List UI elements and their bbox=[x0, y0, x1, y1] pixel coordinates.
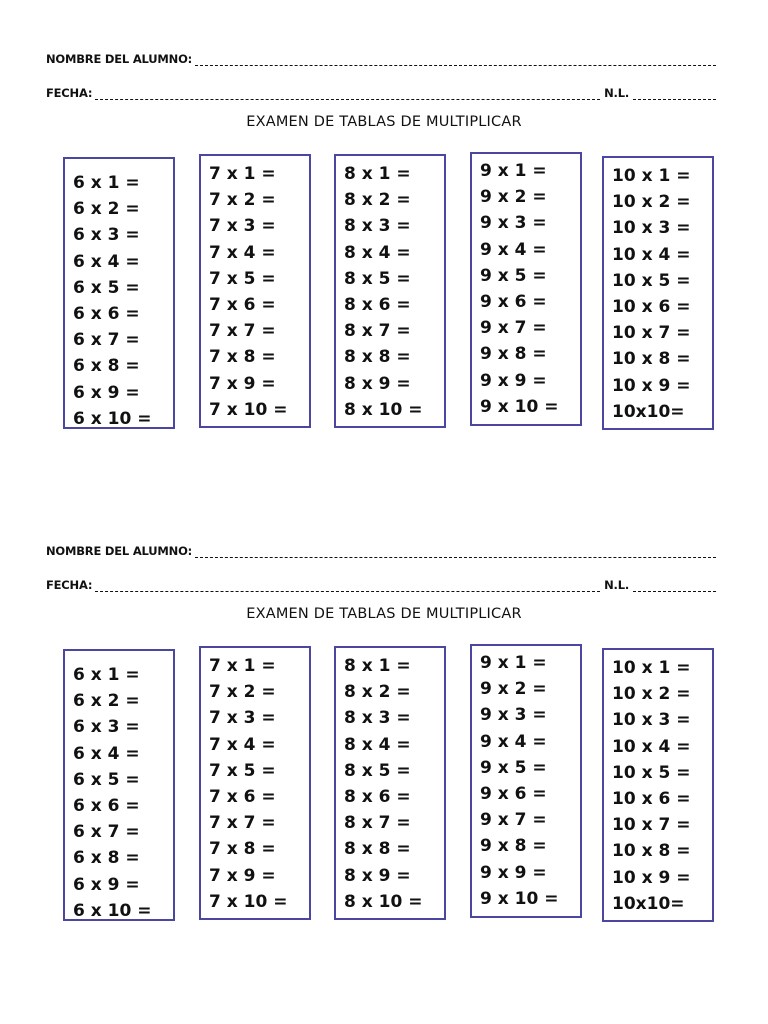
multiplication-equation[interactable] bbox=[209, 866, 276, 886]
equation-text: 10 x 6 = bbox=[612, 789, 691, 809]
multiplication-equation[interactable] bbox=[344, 866, 411, 886]
multiplication-equation[interactable] bbox=[344, 347, 411, 367]
equation-text: 8 x 6 = bbox=[344, 787, 411, 807]
multiplication-equation[interactable] bbox=[344, 787, 411, 807]
equation-text: 7 x 4 = bbox=[209, 242, 276, 263]
equation-text: 6 x 9 = bbox=[73, 382, 140, 403]
equation-text: 7 x 7 = bbox=[209, 813, 276, 834]
multiplication-equation[interactable] bbox=[612, 763, 690, 783]
equation-text: 8 x 3 = bbox=[344, 216, 411, 237]
equation-text: 8 x 10 = bbox=[344, 399, 423, 420]
multiplication-table-box bbox=[63, 649, 175, 921]
multiplication-equation[interactable] bbox=[73, 848, 140, 868]
multiplication-equation[interactable] bbox=[344, 269, 411, 289]
equation-text: 9 x 10 = bbox=[480, 888, 559, 909]
multiplication-equation[interactable] bbox=[73, 691, 140, 711]
date-label: FECHA: bbox=[46, 578, 93, 592]
multiplication-equation[interactable] bbox=[480, 318, 547, 338]
equation-text: 8 x 2 = bbox=[344, 190, 411, 211]
equation-text: 9 x 4 = bbox=[480, 731, 547, 752]
equation-text: 9 x 5 = bbox=[480, 265, 547, 286]
multiplication-equation[interactable] bbox=[344, 813, 411, 833]
multiplication-equation[interactable] bbox=[209, 321, 276, 341]
multiplication-equation[interactable] bbox=[480, 889, 558, 909]
equation-text: 6 x 2 = bbox=[73, 199, 140, 220]
multiplication-equation[interactable] bbox=[209, 787, 276, 807]
multiplication-equation[interactable] bbox=[73, 875, 140, 895]
multiplication-equation[interactable] bbox=[612, 218, 690, 238]
multiplication-equation[interactable] bbox=[209, 839, 276, 859]
equation-text: 9 x 9 = bbox=[480, 370, 547, 391]
multiplication-equation[interactable] bbox=[344, 892, 422, 912]
multiplication-equation[interactable] bbox=[612, 868, 690, 888]
equation-text: 7 x 8 = bbox=[209, 347, 276, 368]
multiplication-table-box bbox=[470, 644, 582, 918]
equation-text: 9 x 6 = bbox=[480, 292, 547, 312]
multiplication-equation[interactable] bbox=[209, 164, 276, 184]
equation-text: 9 x 7 = bbox=[480, 318, 547, 339]
student-name-row bbox=[46, 542, 716, 558]
equation-text: 7 x 1 = bbox=[209, 164, 276, 184]
multiplication-equation[interactable] bbox=[73, 822, 140, 842]
equation-text: 7 x 10 = bbox=[209, 399, 288, 420]
equation-text: 10x10= bbox=[612, 893, 685, 914]
multiplication-equation[interactable] bbox=[612, 894, 685, 914]
equation-text: 7 x 5 = bbox=[209, 760, 276, 781]
date-label: FECHA: bbox=[46, 86, 93, 100]
multiplication-equation[interactable] bbox=[209, 813, 276, 833]
multiplication-equation[interactable] bbox=[344, 243, 411, 263]
equation-text: 8 x 4 = bbox=[344, 734, 411, 755]
equation-text: 10 x 6 = bbox=[612, 297, 691, 317]
multiplication-equation[interactable] bbox=[480, 810, 547, 830]
equation-text: 7 x 6 = bbox=[209, 295, 276, 315]
multiplication-equation[interactable] bbox=[480, 653, 547, 673]
equation-text: 7 x 1 = bbox=[209, 656, 276, 676]
equation-text: 10 x 1 = bbox=[612, 658, 691, 678]
multiplication-equation[interactable] bbox=[344, 400, 422, 420]
equation-text: 9 x 2 = bbox=[480, 679, 547, 700]
date-row bbox=[46, 576, 716, 592]
multiplication-equation[interactable] bbox=[480, 266, 547, 286]
multiplication-equation[interactable] bbox=[344, 735, 411, 755]
equation-text: 6 x 8 = bbox=[73, 356, 140, 377]
multiplication-equation[interactable] bbox=[480, 863, 547, 883]
multiplication-equation[interactable] bbox=[612, 192, 690, 212]
multiplication-equation[interactable] bbox=[209, 216, 276, 236]
equation-text: 8 x 8 = bbox=[344, 347, 411, 368]
multiplication-table-box bbox=[199, 646, 311, 920]
student-name-row bbox=[46, 50, 716, 66]
multiplication-equation[interactable] bbox=[209, 190, 276, 210]
multiplication-equation[interactable] bbox=[73, 409, 151, 429]
exam-sheet-1 bbox=[0, 0, 768, 429]
equation-text: 7 x 9 = bbox=[209, 865, 276, 886]
multiplication-equation[interactable] bbox=[73, 383, 140, 403]
multiplication-equation[interactable] bbox=[344, 761, 411, 781]
multiplication-equation[interactable] bbox=[73, 901, 151, 921]
multiplication-equation[interactable] bbox=[209, 682, 276, 702]
equation-text: 10 x 4 = bbox=[612, 736, 691, 757]
multiplication-equation[interactable] bbox=[612, 271, 690, 291]
equation-text: 10 x 1 = bbox=[612, 166, 691, 186]
multiplication-equation[interactable] bbox=[612, 815, 690, 835]
equation-text: 10 x 3 = bbox=[612, 710, 691, 731]
multiplication-equation[interactable] bbox=[612, 710, 690, 730]
equation-text: 10 x 9 = bbox=[612, 867, 691, 888]
equation-text: 6 x 7 = bbox=[73, 822, 140, 843]
equation-text: 9 x 7 = bbox=[480, 810, 547, 831]
equation-text: 9 x 1 = bbox=[480, 161, 547, 181]
equation-text: 6 x 10 = bbox=[73, 900, 152, 921]
multiplication-equation[interactable] bbox=[209, 892, 287, 912]
multiplication-equation[interactable] bbox=[612, 841, 690, 861]
multiplication-equation[interactable] bbox=[73, 356, 140, 376]
multiplication-equation[interactable] bbox=[344, 216, 411, 236]
equation-text: 8 x 4 = bbox=[344, 242, 411, 263]
multiplication-equation[interactable] bbox=[209, 374, 276, 394]
equation-text: 10 x 2 = bbox=[612, 684, 691, 705]
equation-text: 9 x 10 = bbox=[480, 396, 559, 417]
equation-text: 9 x 3 = bbox=[480, 705, 547, 726]
equation-text: 9 x 8 = bbox=[480, 344, 547, 365]
multiplication-equation[interactable] bbox=[73, 717, 140, 737]
multiplication-equation[interactable] bbox=[344, 295, 411, 315]
equation-text: 7 x 8 = bbox=[209, 839, 276, 860]
list-number-field[interactable] bbox=[633, 88, 716, 100]
equation-text: 6 x 6 = bbox=[73, 304, 140, 324]
date-field[interactable] bbox=[95, 580, 600, 592]
multiplication-equation[interactable] bbox=[209, 708, 276, 728]
equation-text: 7 x 3 = bbox=[209, 216, 276, 237]
multiplication-equation[interactable] bbox=[612, 737, 690, 757]
equation-text: 6 x 1 = bbox=[73, 665, 140, 685]
multiplication-equation[interactable] bbox=[73, 330, 140, 350]
multiplication-equation[interactable] bbox=[73, 199, 140, 219]
multiplication-equation[interactable] bbox=[73, 665, 140, 685]
equation-text: 10 x 2 = bbox=[612, 192, 691, 213]
multiplication-table-box bbox=[470, 152, 582, 426]
multiplication-table-box bbox=[63, 157, 175, 429]
multiplication-equation[interactable] bbox=[480, 292, 547, 312]
multiplication-equation[interactable] bbox=[209, 656, 276, 676]
equation-text: 7 x 4 = bbox=[209, 734, 276, 755]
multiplication-equation[interactable] bbox=[480, 344, 547, 364]
equation-text: 7 x 6 = bbox=[209, 787, 276, 807]
multiplication-equation[interactable] bbox=[209, 761, 276, 781]
equation-text: 8 x 8 = bbox=[344, 839, 411, 860]
equation-text: 8 x 9 = bbox=[344, 373, 411, 394]
multiplication-equation[interactable] bbox=[344, 708, 411, 728]
equation-text: 10 x 8 = bbox=[612, 841, 691, 862]
student-name-field[interactable] bbox=[195, 546, 716, 558]
equation-text: 8 x 5 = bbox=[344, 760, 411, 781]
equation-text: 7 x 2 = bbox=[209, 682, 276, 703]
multiplication-table-box bbox=[334, 646, 446, 920]
multiplication-equation[interactable] bbox=[73, 770, 140, 790]
equation-text: 9 x 5 = bbox=[480, 757, 547, 778]
multiplication-equation[interactable] bbox=[344, 374, 411, 394]
multiplication-equation[interactable] bbox=[480, 371, 547, 391]
multiplication-equation[interactable] bbox=[612, 658, 690, 678]
multiplication-equation[interactable] bbox=[612, 166, 690, 186]
equation-text: 8 x 6 = bbox=[344, 295, 411, 315]
multiplication-equation[interactable] bbox=[209, 347, 276, 367]
equation-text: 8 x 2 = bbox=[344, 682, 411, 703]
multiplication-equation[interactable] bbox=[209, 269, 276, 289]
date-field[interactable] bbox=[95, 88, 600, 100]
multiplication-equation[interactable] bbox=[73, 278, 140, 298]
equation-text: 7 x 2 = bbox=[209, 190, 276, 211]
equation-text: 9 x 6 = bbox=[480, 784, 547, 804]
multiplication-equation[interactable] bbox=[480, 187, 547, 207]
exam-title: EXAMEN DE TABLAS DE MULTIPLICAR bbox=[246, 114, 522, 130]
equation-text: 10 x 5 = bbox=[612, 762, 691, 783]
equation-text: 6 x 8 = bbox=[73, 848, 140, 869]
multiplication-equation[interactable] bbox=[73, 173, 140, 193]
multiplication-equation[interactable] bbox=[344, 190, 411, 210]
equation-text: 9 x 4 = bbox=[480, 239, 547, 260]
multiplication-equation[interactable] bbox=[480, 161, 547, 181]
equation-text: 8 x 3 = bbox=[344, 708, 411, 729]
multiplication-equation[interactable] bbox=[73, 744, 140, 764]
equation-text: 7 x 5 = bbox=[209, 268, 276, 289]
multiplication-equation[interactable] bbox=[612, 789, 690, 809]
equation-text: 6 x 5 = bbox=[73, 277, 140, 298]
multiplication-equation[interactable] bbox=[480, 679, 547, 699]
multiplication-equation[interactable] bbox=[344, 656, 411, 676]
equation-text: 7 x 10 = bbox=[209, 891, 288, 912]
list-number-label: N.L. bbox=[604, 578, 629, 592]
equation-text: 8 x 5 = bbox=[344, 268, 411, 289]
equation-text: 7 x 7 = bbox=[209, 321, 276, 342]
multiplication-equation[interactable] bbox=[612, 245, 690, 265]
multiplication-equation[interactable] bbox=[73, 796, 140, 816]
equation-text: 10 x 4 = bbox=[612, 244, 691, 265]
equation-text: 9 x 9 = bbox=[480, 862, 547, 883]
multiplication-equation[interactable] bbox=[209, 735, 276, 755]
equation-text: 8 x 10 = bbox=[344, 891, 423, 912]
multiplication-table-box bbox=[602, 648, 714, 922]
list-number-field[interactable] bbox=[633, 580, 716, 592]
exam-sheet-2 bbox=[0, 492, 768, 921]
equation-text: 6 x 4 = bbox=[73, 743, 140, 764]
multiplication-equation[interactable] bbox=[480, 705, 547, 725]
multiplication-equation[interactable] bbox=[209, 295, 276, 315]
multiplication-equation[interactable] bbox=[209, 243, 276, 263]
equation-text: 6 x 5 = bbox=[73, 769, 140, 790]
student-name-label: NOMBRE DEL ALUMNO: bbox=[46, 52, 193, 66]
multiplication-equation[interactable] bbox=[480, 732, 547, 752]
multiplication-equation[interactable] bbox=[480, 836, 547, 856]
equation-text: 7 x 9 = bbox=[209, 373, 276, 394]
multiplication-equation[interactable] bbox=[344, 164, 411, 184]
equation-text: 9 x 8 = bbox=[480, 836, 547, 857]
multiplication-equation[interactable] bbox=[209, 400, 287, 420]
multiplication-table-box bbox=[602, 156, 714, 430]
equation-text: 8 x 1 = bbox=[344, 164, 411, 184]
multiplication-equation[interactable] bbox=[612, 376, 690, 396]
equation-text: 9 x 1 = bbox=[480, 653, 547, 673]
equation-text: 6 x 3 = bbox=[73, 225, 140, 246]
equation-text: 6 x 1 = bbox=[73, 173, 140, 193]
multiplication-equation[interactable] bbox=[612, 349, 690, 369]
equation-text: 6 x 2 = bbox=[73, 691, 140, 712]
equation-text: 6 x 7 = bbox=[73, 330, 140, 351]
equation-text: 6 x 4 = bbox=[73, 251, 140, 272]
equation-text: 10 x 9 = bbox=[612, 375, 691, 396]
equation-text: 7 x 3 = bbox=[209, 708, 276, 729]
multiplication-equation[interactable] bbox=[612, 323, 690, 343]
student-name-label: NOMBRE DEL ALUMNO: bbox=[46, 544, 193, 558]
multiplication-equation[interactable] bbox=[73, 252, 140, 272]
student-name-field[interactable] bbox=[195, 54, 716, 66]
equation-text: 9 x 2 = bbox=[480, 187, 547, 208]
multiplication-equation[interactable] bbox=[344, 682, 411, 702]
equation-text: 10x10= bbox=[612, 401, 685, 422]
multiplication-equation[interactable] bbox=[480, 784, 547, 804]
equation-text: 6 x 3 = bbox=[73, 717, 140, 738]
multiplication-equation[interactable] bbox=[480, 397, 558, 417]
equation-text: 10 x 7 = bbox=[612, 323, 691, 344]
multiplication-equation[interactable] bbox=[612, 684, 690, 704]
equation-text: 6 x 9 = bbox=[73, 874, 140, 895]
equation-text: 8 x 7 = bbox=[344, 321, 411, 342]
multiplication-equation[interactable] bbox=[480, 240, 547, 260]
equation-text: 6 x 10 = bbox=[73, 408, 152, 429]
equation-text: 6 x 6 = bbox=[73, 796, 140, 816]
multiplication-table-box bbox=[334, 154, 446, 428]
equation-text: 10 x 5 = bbox=[612, 270, 691, 291]
multiplication-equation[interactable] bbox=[73, 304, 140, 324]
equation-text: 10 x 8 = bbox=[612, 349, 691, 370]
exam-title: EXAMEN DE TABLAS DE MULTIPLICAR bbox=[246, 606, 522, 622]
equation-text: 8 x 9 = bbox=[344, 865, 411, 886]
date-row bbox=[46, 84, 716, 100]
multiplication-equation[interactable] bbox=[344, 321, 411, 341]
equation-text: 9 x 3 = bbox=[480, 213, 547, 234]
equation-text: 10 x 3 = bbox=[612, 218, 691, 239]
multiplication-equation[interactable] bbox=[480, 213, 547, 233]
equation-text: 10 x 7 = bbox=[612, 815, 691, 836]
multiplication-equation[interactable] bbox=[73, 225, 140, 245]
list-number-label: N.L. bbox=[604, 86, 629, 100]
equation-text: 8 x 1 = bbox=[344, 656, 411, 676]
multiplication-equation[interactable] bbox=[344, 839, 411, 859]
multiplication-table-box bbox=[199, 154, 311, 428]
multiplication-equation[interactable] bbox=[612, 402, 685, 422]
multiplication-equation[interactable] bbox=[480, 758, 547, 778]
multiplication-equation[interactable] bbox=[612, 297, 690, 317]
equation-text: 8 x 7 = bbox=[344, 813, 411, 834]
